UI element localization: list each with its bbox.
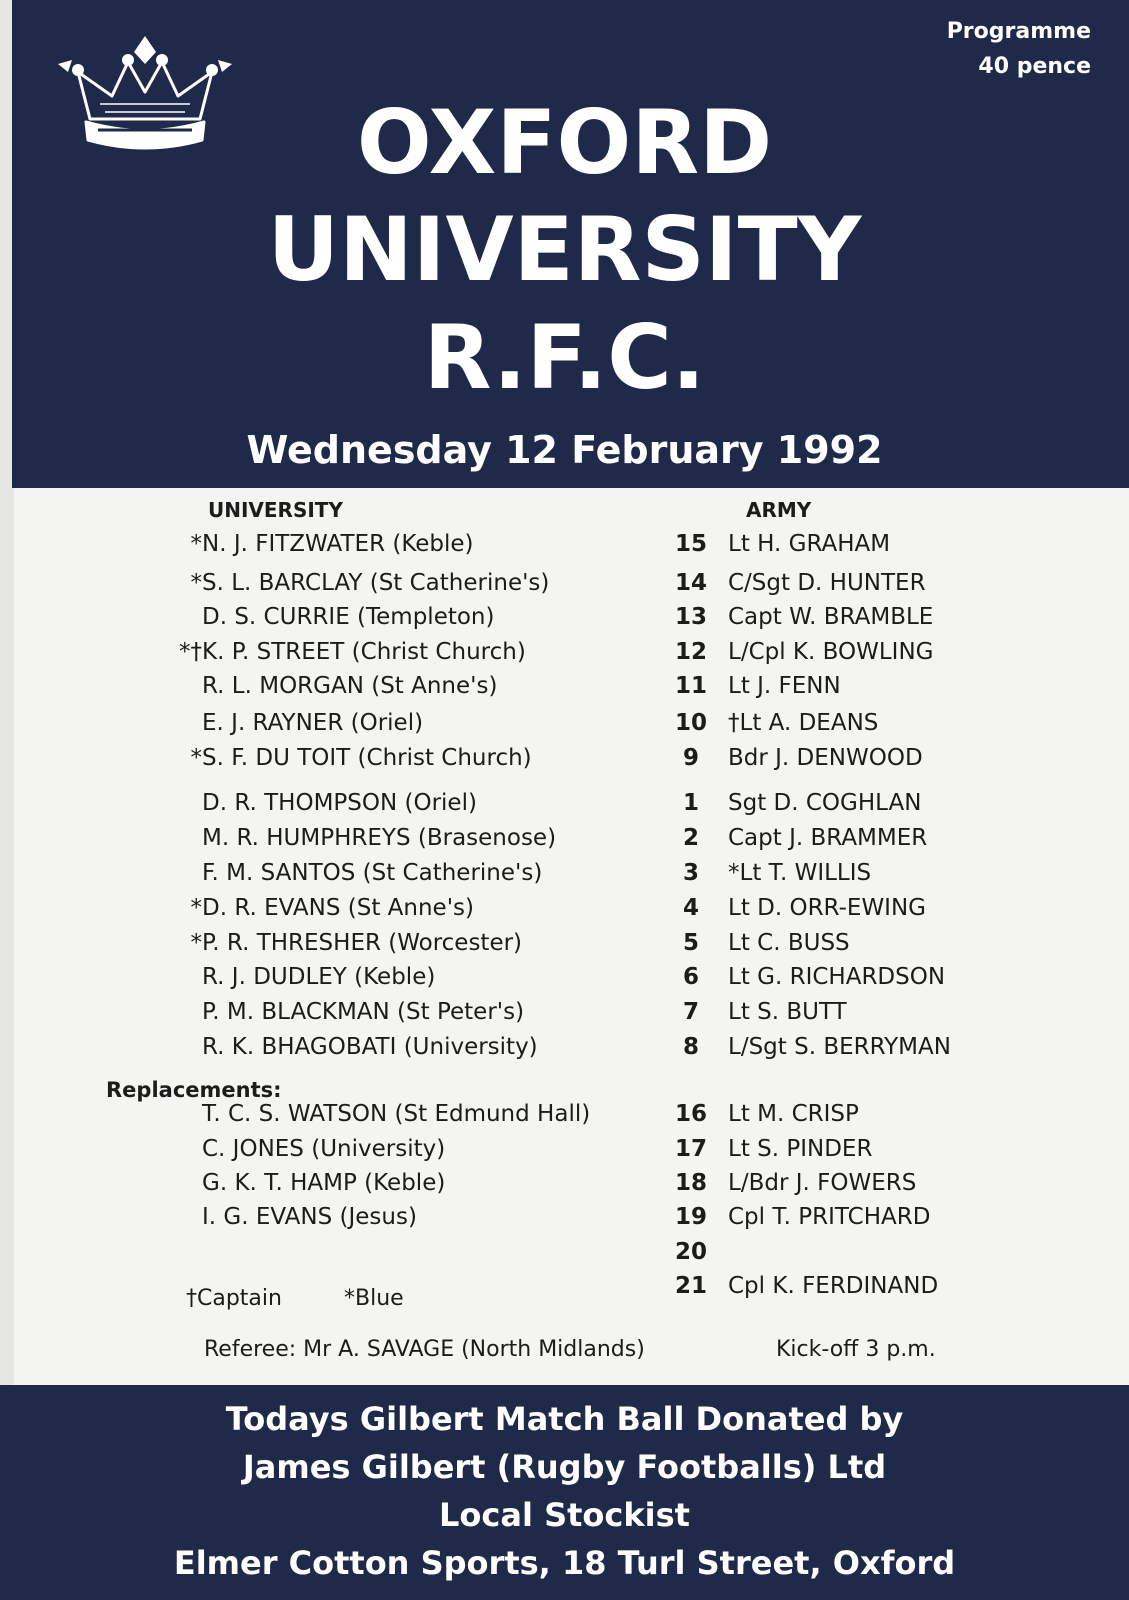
home-team-header: UNIVERSITY [208,498,343,522]
university-player [172,710,652,736]
university-player-name: M. R. HUMPHREYS (Brasenose) [202,825,557,851]
university-player-name: N. J. FITZWATER (Keble) [202,531,474,557]
university-player [172,790,652,816]
match-date: Wednesday 12 February 1992 [246,428,883,472]
university-player [172,1034,652,1060]
team-row [0,1101,1129,1135]
shirt-number: 2 [682,825,699,851]
player-marker: * [190,930,202,956]
sponsor-line-2: James Gilbert (Rugby Footballs) Ltd [242,1448,887,1486]
university-player [172,604,652,630]
shirt-number: 13 [674,604,707,630]
team-row [0,860,1129,894]
shirt-number: 8 [682,1034,699,1060]
player-marker: * [190,745,202,771]
team-row [0,745,1129,779]
army-player: Bdr J. DENWOOD [728,745,923,771]
university-player-name: R. K. BHAGOBATI (University) [202,1034,538,1060]
shirt-number: 17 [674,1136,707,1162]
university-player [172,825,652,851]
army-player: L/Cpl K. BOWLING [728,639,934,665]
university-player [172,1170,652,1196]
team-row [0,999,1129,1033]
price-label: Programme [946,19,1091,44]
university-player [172,531,652,557]
player-marker: * [190,895,202,921]
university-player [172,1136,652,1162]
university-player-name: R. J. DUDLEY (Keble) [202,964,436,990]
university-player [172,745,652,771]
army-player: Lt S. PINDER [728,1136,873,1162]
army-player: L/Sgt S. BERRYMAN [728,1034,951,1060]
shirt-number: 7 [682,999,699,1025]
title-university: UNIVERSITY [267,198,862,301]
team-row [0,1273,1129,1307]
team-row [0,964,1129,998]
university-player-name: G. K. T. HAMP (Keble) [202,1170,446,1196]
shirt-number: 16 [674,1101,707,1127]
army-player: Lt S. BUTT [728,999,847,1025]
shirt-number: 10 [674,710,707,736]
university-player [172,1239,652,1265]
title-oxford: OXFORD [356,91,773,194]
university-player-name: D. R. THOMPSON (Oriel) [202,790,477,816]
player-marker: * [190,531,202,557]
team-row [0,1239,1129,1273]
university-player [172,930,652,956]
shirt-number: 21 [674,1273,707,1299]
army-player: *Lt T. WILLIS [728,860,872,886]
shirt-number: 6 [682,964,699,990]
team-row [0,930,1129,964]
shirt-number: 15 [674,531,707,557]
university-player-name: P. R. THRESHER (Worcester) [202,930,523,956]
replacements-label: Replacements: [106,1078,282,1102]
sponsor-line-3: Local Stockist [439,1496,690,1534]
price-value: 40 pence [978,54,1091,79]
player-marker: * [190,570,202,596]
university-player [172,999,652,1025]
army-player: Capt W. BRAMBLE [728,604,934,630]
team-row [0,1204,1129,1238]
university-player-name: K. P. STREET (Christ Church) [202,639,526,665]
shirt-number: 19 [674,1204,707,1230]
shirt-number: 3 [682,860,699,886]
team-row [0,1170,1129,1204]
programme-price [947,14,1091,84]
title-rfc: R.F.C. [423,306,706,409]
university-player-name: D. R. EVANS (St Anne's) [202,895,474,921]
sponsor-line-1: Todays Gilbert Match Ball Donated by [225,1400,904,1438]
university-player-name: R. L. MORGAN (St Anne's) [202,673,498,699]
army-player: Lt H. GRAHAM [728,531,891,557]
army-player: Sgt D. COGHLAN [728,790,922,816]
university-player [172,673,652,699]
team-row [0,1034,1129,1068]
university-player [172,895,652,921]
university-player-name: C. JONES (University) [202,1136,446,1162]
army-player: Capt J. BRAMMER [728,825,928,851]
university-player-name: I. G. EVANS (Jesus) [202,1204,417,1230]
team-row [0,895,1129,929]
army-player: L/Bdr J. FOWERS [728,1170,917,1196]
army-player: Lt J. FENN [728,673,841,699]
army-player: Cpl K. FERDINAND [728,1273,939,1299]
university-player-name: D. S. CURRIE (Templeton) [202,604,495,630]
university-player [172,570,652,596]
team-row [0,825,1129,859]
away-team-header: ARMY [746,498,812,522]
army-player: C/Sgt D. HUNTER [728,570,926,596]
university-player-name: E. J. RAYNER (Oriel) [202,710,424,736]
university-player [172,964,652,990]
sponsor-line-4: Elmer Cotton Sports, 18 Turl Street, Oxford [173,1544,956,1582]
university-player [172,1101,652,1127]
player-marker: *† [179,639,202,665]
shirt-number: 12 [674,639,707,665]
university-player [172,639,652,665]
shirt-number: 9 [682,745,699,771]
university-player-name: T. C. S. WATSON (St Edmund Hall) [202,1101,591,1127]
university-player [172,860,652,886]
team-row [0,1136,1129,1170]
captain-key: †Captain [186,1286,282,1311]
team-row [0,790,1129,824]
team-row [0,570,1129,604]
kickoff-text: Kick-off 3 p.m. [776,1337,936,1362]
team-row [0,710,1129,744]
shirt-number: 4 [682,895,699,921]
university-player-name: F. M. SANTOS (St Catherine's) [202,860,543,886]
university-player [172,1204,652,1230]
team-row [0,531,1129,565]
shirt-number: 11 [674,673,707,699]
shirt-number: 14 [674,570,707,596]
shirt-number: 18 [674,1170,707,1196]
army-player: †Lt A. DEANS [728,710,879,736]
team-row [0,639,1129,673]
university-player-name: P. M. BLACKMAN (St Peter's) [202,999,525,1025]
university-player-name: S. F. DU TOIT (Christ Church) [202,745,532,771]
referee-text: Referee: Mr A. SAVAGE (North Midlands) [204,1337,645,1362]
shirt-number: 5 [682,930,699,956]
army-player: Cpl T. PRITCHARD [728,1204,931,1230]
university-player-name: S. L. BARCLAY (St Catherine's) [202,570,550,596]
army-player: Lt D. ORR-EWING [728,895,926,921]
shirt-number: 20 [674,1239,707,1265]
shirt-number: 1 [682,790,699,816]
team-row [0,604,1129,638]
army-player: Lt G. RICHARDSON [728,964,946,990]
army-player: Lt M. CRISP [728,1101,859,1127]
blue-key: *Blue [344,1286,404,1311]
army-player: Lt C. BUSS [728,930,850,956]
team-row [0,673,1129,707]
